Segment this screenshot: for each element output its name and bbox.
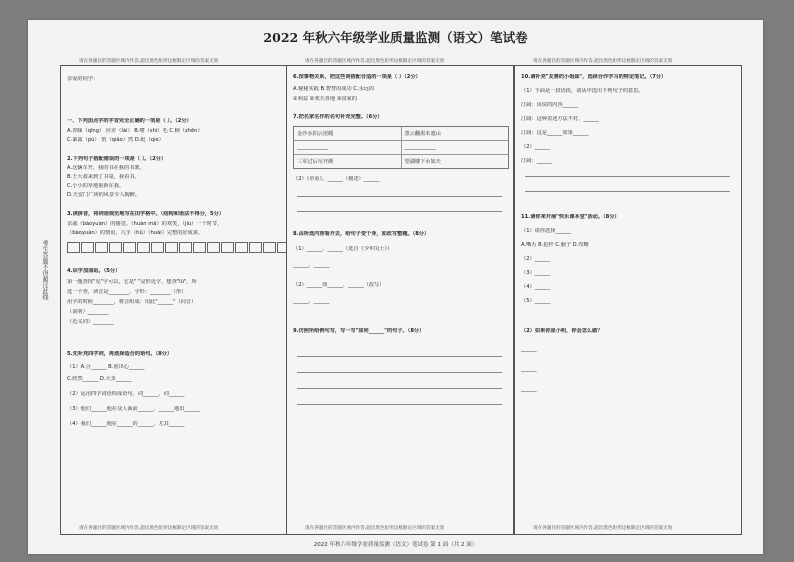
q11-line-3: （2）______ xyxy=(521,256,551,262)
q10-line-4: 江阔：这是______如果______ xyxy=(521,130,589,136)
table-row xyxy=(294,127,508,140)
q10-line-1: （1）下面是一段语段，请从中选出下列句子的意思。 xyxy=(521,88,644,94)
q10-line-3: 江阔：这种表述方法不对，______ xyxy=(521,116,599,122)
q12-line-2: ______ xyxy=(521,366,537,372)
q1-options-c: C.暴露（pù） 悄（qiǎo）然 D.纰（qiè） xyxy=(67,137,164,143)
column-header-notice: 请在各题目的答题区域内作答,超出黑色矩形边框限定区域的答案无效 xyxy=(79,59,219,64)
answer-line[interactable] xyxy=(525,191,730,192)
q4-line-5: （近义词）________ xyxy=(67,319,114,325)
table-cell: 三军过后尽开颜 xyxy=(297,159,334,165)
question-7: 7.把名家名作的名句补充完整。（6分） xyxy=(293,114,383,120)
question-11: 11.请你来开展"快乐课本堂"活动。（8分） xyxy=(521,214,620,220)
q10-line-2: 江阔：该说的内容______ xyxy=(521,102,579,108)
question-1: 一、下列加点字的字音完全正确的一项是（ ）。（2分） xyxy=(67,118,192,124)
q8-line-2: ______，______ xyxy=(293,262,330,268)
q5-line-1: （1）A.合______ B.别出心______ xyxy=(67,364,145,370)
question-3: 3.读拼音，将词语规范地写在田字格中。（结构和语法不得分，5分） xyxy=(67,211,225,217)
table-row xyxy=(294,154,508,168)
q5-line-3: （2）运用四字词语构成语句，词______，词______ xyxy=(67,391,185,397)
table-row xyxy=(294,140,508,154)
intro-text: 亲爱的同学： xyxy=(67,76,99,82)
q8-line-3: （2）______如______，______（改写） xyxy=(293,282,385,288)
q8-line-4: ______，______ xyxy=(293,298,330,304)
q11-line-5: （4）______ xyxy=(521,284,551,290)
answer-line[interactable] xyxy=(297,388,502,389)
answer-line[interactable] xyxy=(525,176,730,177)
table-cell: 望湖楼下水如天 xyxy=(401,155,509,168)
q6-options: A.秘秘实践 B.智慧的成功 C.永远的 xyxy=(293,86,375,92)
q2-option-b: B.王大叔来到了书桌，我看书。 xyxy=(67,174,140,180)
answer-area-1 xyxy=(60,59,288,535)
q2-option-d: D.天安门广场的风景令人陶醉。 xyxy=(67,192,141,198)
seal-line-label: 考生答题不得超过此线 xyxy=(41,240,48,300)
q1-options-a: A.青睐（qīng） 应差（lái） B.嗜（shì）毛 C.帧（zhēn） xyxy=(67,128,203,134)
answer-area-2 xyxy=(286,59,514,535)
page-title: 2022 年秋六年级学业质量监测（语文）笔试卷 xyxy=(263,30,528,45)
table-cell: 黑云翻墨未遮山 xyxy=(401,127,509,140)
question-12: （2）如果你是小明，你会怎么做？ xyxy=(521,328,603,334)
answer-line[interactable] xyxy=(297,196,502,197)
q4-line-4: （说明）________ xyxy=(67,309,109,315)
q7-note: （2）《草原》，______（描述）______ xyxy=(293,176,380,182)
q12-line-1: ______ xyxy=(521,346,537,352)
q3-pinyin-1: 亲戚（bàoyuàn）的感觉。（huàn mǎ）的欢笑，（jiù）一个时节， xyxy=(67,221,223,227)
q12-line-3: ______ xyxy=(521,386,537,392)
question-6: 6.按事物关系，把这些词搭配合适的一项是（ ）（2分） xyxy=(293,74,421,80)
exam-sheet xyxy=(28,20,763,554)
q4-line-3: 用字的时候________，将音组成：用此"______"（同音） xyxy=(67,299,197,305)
q4-line-1: 第一题查找"见"字可以，它是" "是形近字，想查"lū"，所 xyxy=(67,279,197,285)
column-footer-notice: 请在各题目的答题区域内作答,超出黑色矩形边框限定区域的答案无效 xyxy=(305,526,445,531)
table-cell[interactable]: ____________ xyxy=(401,141,509,154)
q6-choices: ①利益 ②欢天喜地 ③国家的 xyxy=(293,96,357,102)
question-4: 4.识字加油站。（5分） xyxy=(67,268,121,274)
question-5: 5.先补充四字词，再选择适合的语句。（8分） xyxy=(67,351,173,357)
column-footer-notice: 请在各题目的答题区域内作答,超出黑色矩形边框限定区域的答案无效 xyxy=(79,526,219,531)
q11-line-1: （1）请你选择______ xyxy=(521,228,571,234)
column-footer-notice: 请在各题目的答题区域内作答,超出黑色矩形边框限定区域的答案无效 xyxy=(533,526,673,531)
q5-line-2: C.欣然______ D.大步______ xyxy=(67,376,132,382)
table-cell: 金沙水拍云崖暖 xyxy=(297,131,334,137)
q5-line-5: （4）我们______地在______的______，尤其______ xyxy=(67,421,185,427)
answer-line[interactable] xyxy=(297,211,502,212)
question-2: 2.下列句子搭配错误的一项是（ ）。（2分） xyxy=(67,156,167,162)
answer-line[interactable] xyxy=(297,404,502,405)
column-header-notice: 请在各题目的答题区域内作答,超出黑色矩形边框限定区域的答案无效 xyxy=(305,59,445,64)
q11-line-6: （5）______ xyxy=(521,298,551,304)
column-header-notice: 请在各题目的答题区域内作答,超出黑色矩形边框限定区域的答案无效 xyxy=(533,59,673,64)
answer-line[interactable] xyxy=(297,372,502,373)
q2-option-a: A.这辆车开，我的书在我的书架。 xyxy=(67,165,145,171)
q5-line-4: （3）他们______他在众人面前______，______地出______ xyxy=(67,406,200,412)
q3-pinyin-2: （bàoyuàn）的情谊，几乎（hū）（huài）完整的好成果。 xyxy=(67,230,204,236)
tianzige-grid[interactable] xyxy=(67,242,305,253)
q4-line-2: 选一个查，读音是________，字形：________（形） xyxy=(67,289,187,295)
page-footer: 2022 年秋六年级学业质量监测（语文）笔试卷 第 1 面（共 2 面） xyxy=(313,542,478,548)
q10-line-5: （2）______ xyxy=(521,144,551,150)
question-10: 10.请补充"友善的小姐妹"，选择合作学习的特定笔记。（7分） xyxy=(521,74,667,80)
q2-option-c: C.小小的草地重新在我。 xyxy=(67,183,125,189)
question-8: 8.由所选内容看开去，给句子变个身，如改写整题。（8分） xyxy=(293,231,430,237)
q10-line-6: 江阔：______ xyxy=(521,158,553,164)
poem-table xyxy=(293,126,509,169)
answer-line[interactable] xyxy=(297,356,502,357)
answer-area-3 xyxy=(514,59,742,535)
q11-line-2: A.嘴舌 B.抢杆 C.脑子 D.攻略 xyxy=(521,242,589,248)
q11-line-4: （3）______ xyxy=(521,270,551,276)
q8-line-1: （1）______，______（选自《少年闰土》） xyxy=(293,246,393,252)
table-cell[interactable]: ____________ xyxy=(297,144,329,150)
question-9: 9.仿照所给例句写，写一写"如同______"的句子。（8分） xyxy=(293,328,425,334)
